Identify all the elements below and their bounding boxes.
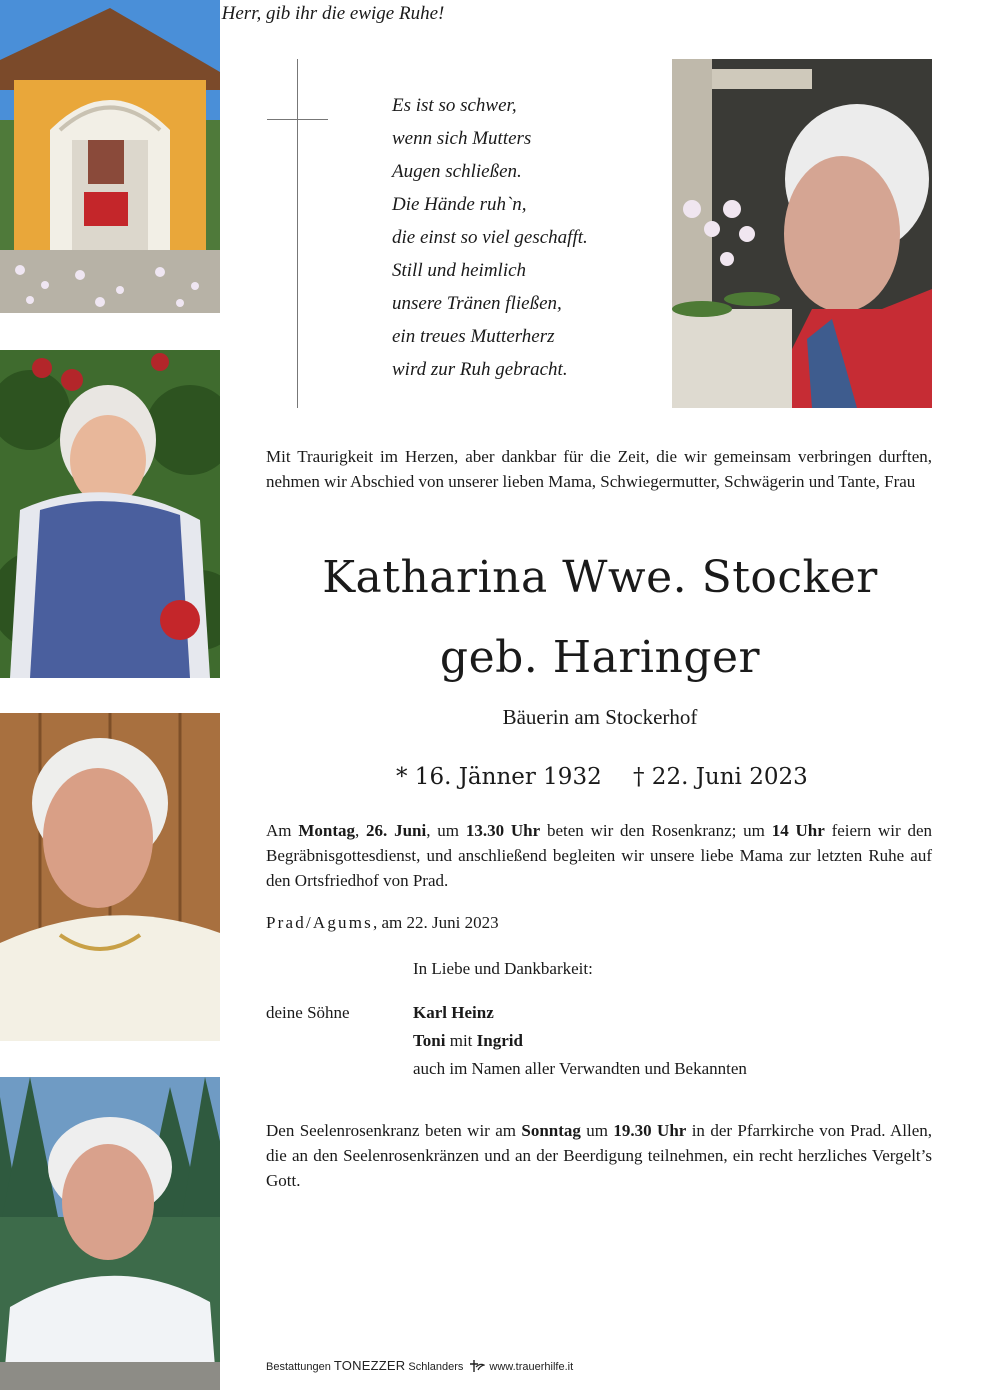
place: Prad/Agums bbox=[266, 913, 373, 932]
place-date bbox=[266, 910, 499, 935]
intro-text: Mit Traurigkeit im Herzen, aber dankbar für die Zeit, die wir gemeinsam verbringen durften, nehmen wir Abschied von unserer lieben Mama, Schwiegermutter, Schwägerin und Tante, Frau bbox=[266, 447, 932, 491]
deceased-name: Katharina Wwe. Stocker bbox=[322, 552, 878, 603]
poem-line: die einst so viel geschafft. bbox=[392, 227, 588, 248]
rosary-text-part: Den Seelenrosenkranz beten wir am bbox=[266, 1121, 522, 1140]
son-name-text: Toni bbox=[413, 1031, 446, 1050]
rosary-day: Sonntag bbox=[521, 1121, 581, 1140]
rosary-text-part: in der Pfarrkirche von Prad. Allen, die an den Seelenrosenkränzen und an der Beerdigung teilnehmen, ein recht herzliches Vergelt’s Gott. bbox=[266, 1121, 932, 1190]
deceased-occupation: Bäuerin am Stockerhof bbox=[502, 705, 698, 729]
closing-prayer: Herr, gib ihr die ewige Ruhe! bbox=[221, 3, 445, 24]
footer bbox=[266, 1358, 573, 1375]
partner-name: Ingrid bbox=[476, 1031, 523, 1050]
rosary-text bbox=[266, 1118, 932, 1193]
service-date: 26. Juni bbox=[366, 821, 427, 840]
cross-icon-horizontal bbox=[267, 119, 328, 120]
poem-line: unsere Tränen fließen, bbox=[392, 293, 562, 314]
birth-date: * 16. Jänner 1932 bbox=[396, 764, 602, 790]
service-text-part: , bbox=[354, 821, 367, 840]
service-text-part: Am bbox=[266, 821, 299, 840]
date-text: , am 22. Juni 2023 bbox=[373, 913, 499, 932]
sons-label: deine Söhne bbox=[266, 1003, 350, 1022]
poem-line: Die Hände ruh`n, bbox=[392, 194, 527, 215]
funeral-time: 14 Uhr bbox=[771, 821, 825, 840]
service-day: Montag bbox=[298, 821, 355, 840]
photo-woman-mountains bbox=[0, 1077, 220, 1390]
poem-line: wird zur Ruh gebracht. bbox=[392, 359, 568, 380]
son-name-text: Karl Heinz bbox=[413, 1003, 494, 1022]
cross-dove-icon bbox=[467, 1359, 485, 1373]
poem-line: wenn sich Mutters bbox=[392, 128, 532, 149]
footer-prefix: Bestattungen bbox=[266, 1361, 334, 1373]
poem-line: Still und heimlich bbox=[392, 260, 527, 281]
poem-line: Es ist so schwer, bbox=[392, 95, 517, 116]
photo-wayside-chapel bbox=[0, 0, 220, 313]
photo-woman-with-apple bbox=[0, 350, 220, 678]
poem-line: ein treues Mutterherz bbox=[392, 326, 555, 347]
deceased-maiden-name: geb. Haringer bbox=[439, 632, 761, 683]
son-name bbox=[413, 1028, 523, 1053]
service-text-part: beten wir den Rosenkranz; um bbox=[540, 821, 772, 840]
footer-suffix: Schlanders bbox=[405, 1361, 464, 1373]
death-date: † 22. Juni 2023 bbox=[633, 764, 808, 790]
photo-woman-smiling bbox=[0, 713, 220, 1041]
poem bbox=[392, 89, 662, 386]
rosary-time: 13.30 Uhr bbox=[465, 821, 541, 840]
footer-url[interactable]: www.trauerhilfe.it bbox=[489, 1361, 574, 1373]
rosary-time: 19.30 Uhr bbox=[613, 1121, 687, 1140]
footer-brand: TONEZZER bbox=[333, 1358, 406, 1373]
love-gratitude: In Liebe und Dankbarkeit: bbox=[413, 959, 593, 978]
service-text bbox=[266, 818, 932, 893]
with-text: mit bbox=[445, 1031, 477, 1050]
relatives-text: auch im Namen aller Verwandten und Bekannten bbox=[413, 1059, 747, 1078]
cross-icon-vertical bbox=[297, 59, 298, 408]
service-text-part: , um bbox=[426, 821, 466, 840]
photo-portrait-main bbox=[672, 59, 932, 408]
son-name bbox=[413, 1000, 494, 1025]
service-text-part: feiern wir den Begräbnisgottesdienst, und anschließend begleiten wir unsere liebe Mama zur letzten Ruhe auf den Ortsfriedhof von Prad. bbox=[266, 821, 933, 890]
rosary-text-part: um bbox=[580, 1121, 614, 1140]
poem-line: Augen schließen. bbox=[392, 161, 522, 182]
